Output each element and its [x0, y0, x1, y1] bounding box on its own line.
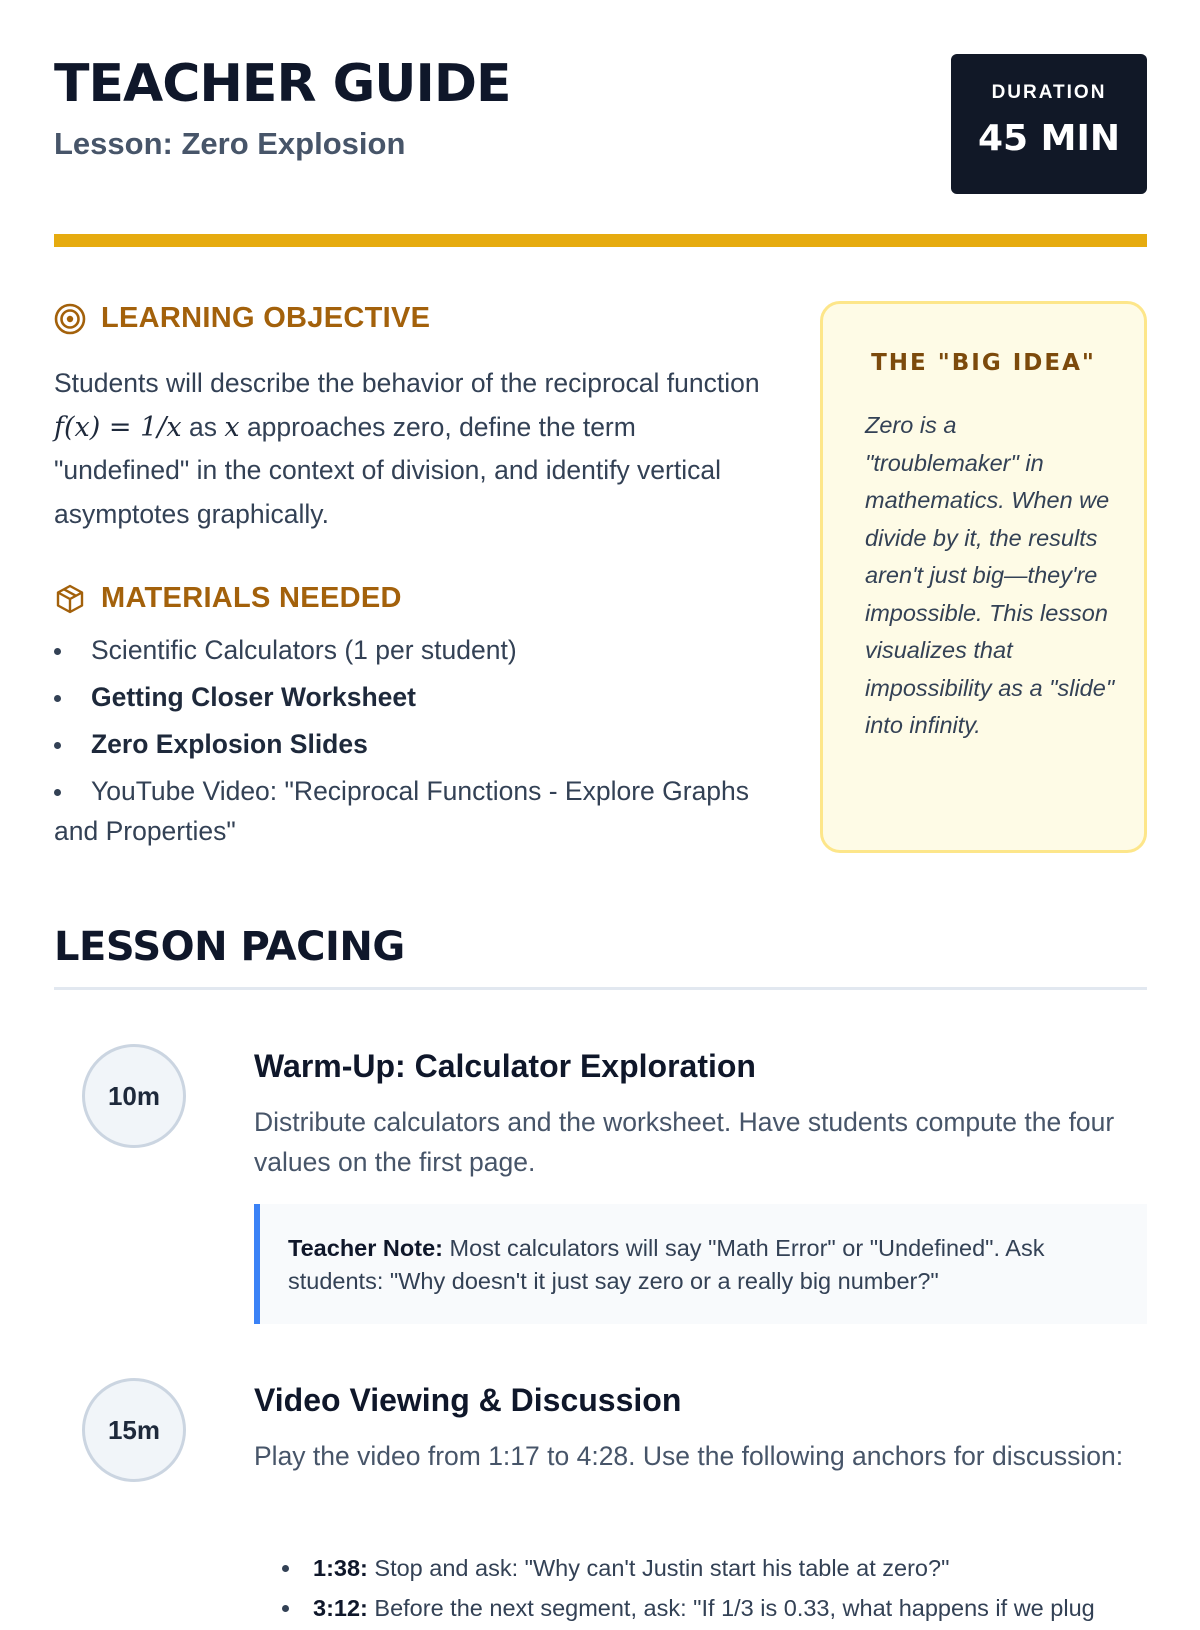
- target-icon: [54, 303, 86, 335]
- materials-heading: [54, 582, 402, 615]
- note-text: Most calculators will say "Math Error" or "Undefined". Ask students: "Why doesn't it just say zero or a really big number?": [288, 1235, 1045, 1294]
- header-divider: [54, 234, 1147, 247]
- anchor-time: 1:38:: [313, 1555, 368, 1581]
- big-idea-card: [820, 301, 1147, 853]
- step-description: Distribute calculators and the worksheet. Have students compute the four values on the first page.: [254, 1107, 1115, 1177]
- objective-text-part: Students will describe the behavior of the reciprocal function: [54, 368, 760, 398]
- anchor-time: 3:12:: [313, 1595, 368, 1621]
- anchor-text: Before the next segment, ask: "If 1/3 is 0.33, what happens if we plug: [374, 1595, 1095, 1621]
- materials-heading-label: MATERIALS NEEDED: [101, 582, 402, 614]
- objective-text-part: as: [188, 411, 217, 442]
- step-time-badge: 10m: [82, 1044, 186, 1148]
- objective-text: [54, 362, 774, 536]
- materials-list: [54, 634, 774, 865]
- duration-badge: [951, 54, 1147, 194]
- big-idea-text: Zero is a "troublemaker" in mathematics. When we divide by it, the results aren't just big—they're impossible. This lesson visualizes that impossibility as a "slide" into infinity.: [865, 412, 1115, 738]
- duration-label: DURATION: [991, 82, 1107, 103]
- list-item: [254, 1550, 1147, 1586]
- list-item: Zero Explosion Slides: [54, 728, 774, 761]
- objective-heading-label: LEARNING OBJECTIVE: [101, 302, 431, 334]
- anchor-text: Stop and ask: "Why can't Justin start his table at zero?": [374, 1555, 950, 1581]
- note-label: Teacher Note:: [288, 1235, 443, 1261]
- teacher-note: [254, 1204, 1147, 1324]
- duration-value: 45 MIN: [978, 118, 1120, 159]
- discussion-anchors: [254, 1550, 1147, 1630]
- box-icon: [54, 583, 86, 615]
- pacing-heading: LESSON PACING: [54, 924, 405, 970]
- page-title: TEACHER GUIDE: [54, 54, 511, 114]
- pacing-divider: [54, 987, 1147, 990]
- step-title: Warm-Up: Calculator Exploration: [254, 1048, 756, 1084]
- page-header: [54, 52, 1147, 192]
- list-item: Getting Closer Worksheet: [54, 681, 774, 714]
- objective-text-part: approaches zero, define the term "undefined" in the context of division, and identify vertical asymptotes graphically.: [54, 411, 721, 529]
- big-idea-title: THE "BIG IDEA": [871, 350, 1096, 376]
- list-item: YouTube Video: "Reciprocal Functions - Explore Graphs and Properties": [54, 771, 774, 851]
- math-variable: x: [224, 411, 240, 443]
- objective-heading: [54, 302, 430, 335]
- math-expression: f(x) = 1/x: [54, 411, 182, 443]
- list-item: Scientific Calculators (1 per student): [54, 634, 774, 667]
- list-item: [254, 1590, 1147, 1626]
- lesson-subtitle: Lesson: Zero Explosion: [54, 126, 406, 161]
- step-time-badge: 15m: [82, 1378, 186, 1482]
- step-description: Play the video from 1:17 to 4:28. Use the following anchors for discussion:: [254, 1441, 1124, 1471]
- step-title: Video Viewing & Discussion: [254, 1382, 682, 1418]
